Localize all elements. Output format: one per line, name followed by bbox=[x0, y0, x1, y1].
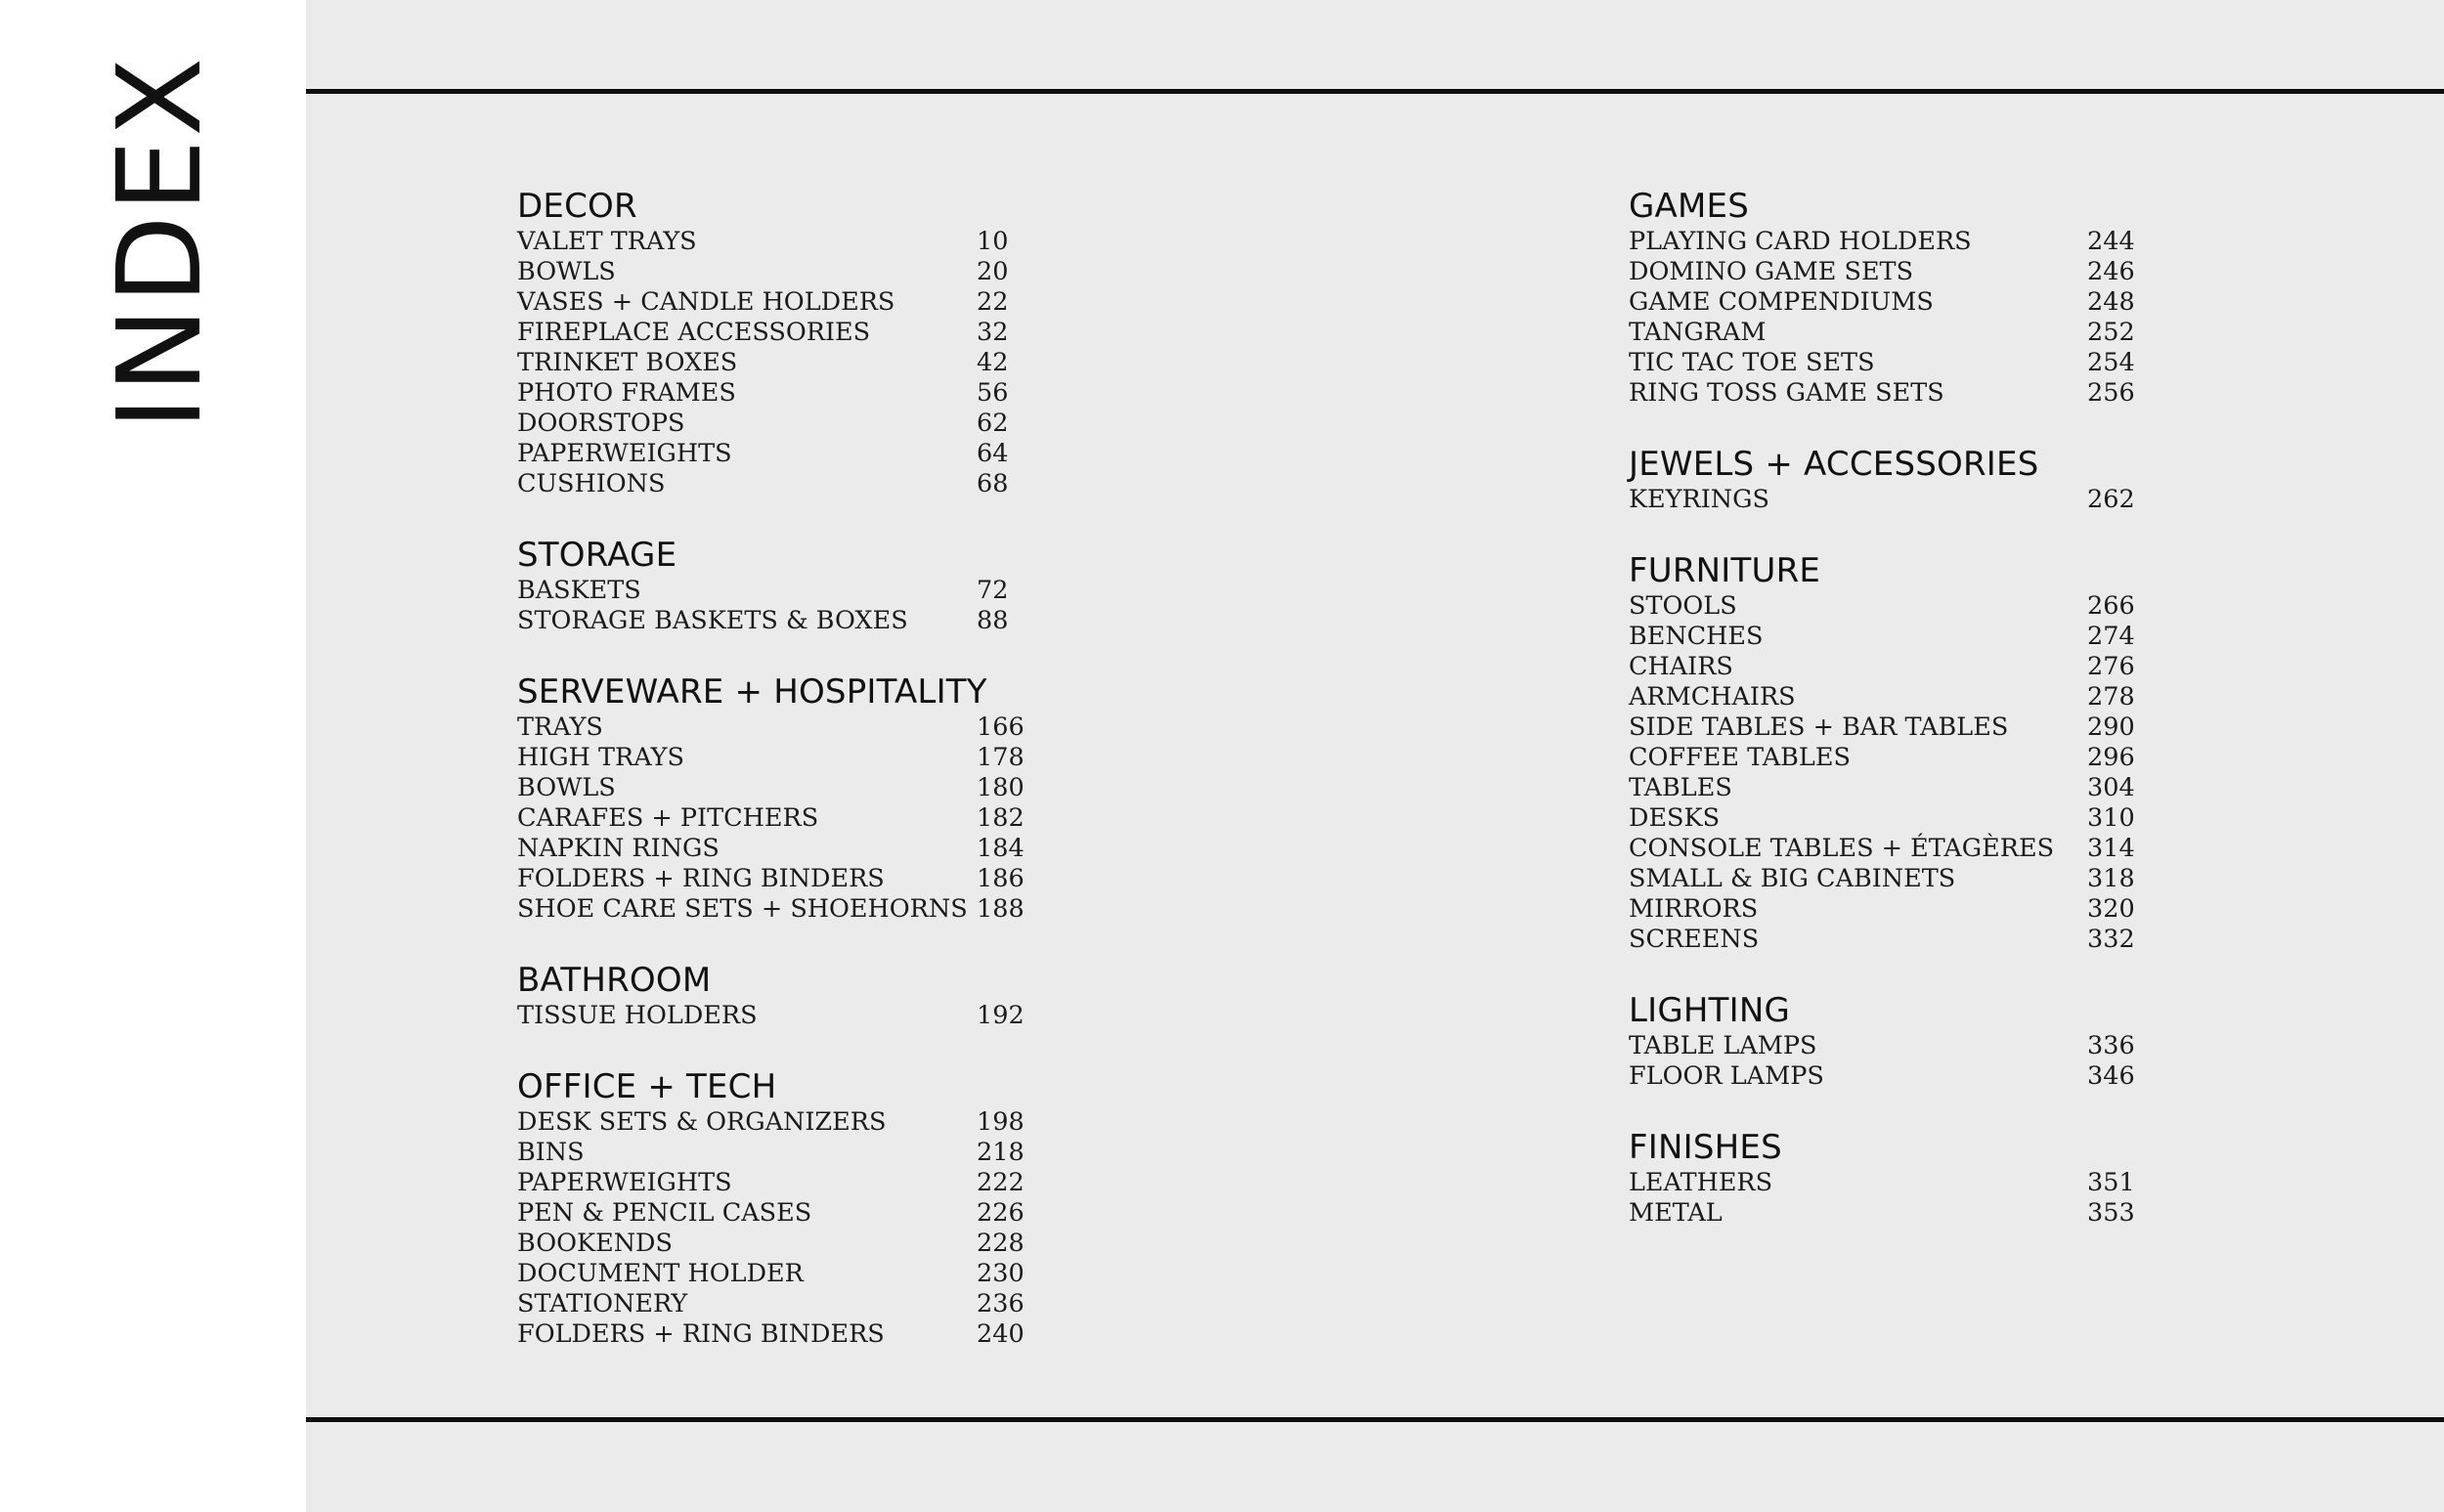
entry-page-number: 346 bbox=[2087, 1061, 2135, 1091]
entry-page-number: 290 bbox=[2087, 713, 2135, 742]
entry-page-number: 244 bbox=[2087, 227, 2135, 256]
entry-name: FOLDERS + RING BINDERS bbox=[517, 864, 885, 893]
entry-name: STORAGE BASKETS & BOXES bbox=[517, 606, 908, 635]
entry-name: RING TOSS GAME SETS bbox=[1629, 378, 1944, 408]
entry-name: CONSOLE TABLES + ÉTAGÈRES bbox=[1629, 834, 2055, 863]
index-section bbox=[517, 535, 1009, 636]
entry-name: BOWLS bbox=[517, 257, 616, 286]
entry-name: FIREPLACE ACCESSORIES bbox=[517, 318, 871, 347]
entry-page-number: 318 bbox=[2087, 864, 2135, 893]
entry-page-number: 351 bbox=[2087, 1168, 2135, 1197]
index-entry bbox=[517, 378, 1009, 409]
entry-page-number: 72 bbox=[977, 576, 1009, 605]
section-heading: FINISHES bbox=[1629, 1128, 1782, 1167]
entry-page-number: 32 bbox=[977, 318, 1009, 347]
entry-name: MIRRORS bbox=[1629, 894, 1759, 924]
index-entry bbox=[517, 257, 1009, 287]
section-heading: DECOR bbox=[517, 187, 637, 226]
entry-name: TIC TAC TOE SETS bbox=[1629, 348, 1875, 377]
entry-page-number: 278 bbox=[2087, 682, 2135, 712]
index-entry bbox=[517, 318, 1009, 348]
entry-name: BASKETS bbox=[517, 576, 641, 605]
index-entry bbox=[517, 743, 1025, 773]
entry-name: KEYRINGS bbox=[1629, 485, 1769, 514]
index-entry bbox=[517, 864, 1025, 894]
page-title: INDEX bbox=[92, 54, 227, 431]
index-entry bbox=[1629, 652, 2135, 682]
index-column-left bbox=[517, 186, 1025, 1385]
entry-name: PEN & PENCIL CASES bbox=[517, 1198, 812, 1228]
entry-name: TABLES bbox=[1629, 773, 1732, 802]
index-entry bbox=[1629, 1061, 2135, 1092]
entry-name: HIGH TRAYS bbox=[517, 743, 684, 772]
index-entry bbox=[1629, 1168, 2135, 1198]
entry-page-number: 353 bbox=[2087, 1198, 2135, 1228]
entry-page-number: 256 bbox=[2087, 378, 2135, 408]
entry-name: SCREENS bbox=[1629, 925, 1760, 954]
entry-page-number: 314 bbox=[2087, 834, 2135, 863]
entry-name: TRAYS bbox=[517, 713, 603, 742]
entry-page-number: 252 bbox=[2087, 318, 2135, 347]
top-rule bbox=[306, 89, 2444, 94]
bottom-rule bbox=[306, 1417, 2444, 1422]
entry-name: CHAIRS bbox=[1629, 652, 1733, 681]
entry-page-number: 22 bbox=[977, 287, 1009, 317]
entry-name: PHOTO FRAMES bbox=[517, 378, 736, 408]
index-entry bbox=[517, 1168, 1025, 1198]
entry-name: DOCUMENT HOLDER bbox=[517, 1259, 804, 1288]
entry-name: BOWLS bbox=[517, 773, 616, 802]
index-entry bbox=[517, 1138, 1025, 1168]
entry-name: DOORSTOPS bbox=[517, 409, 685, 438]
entry-name: PAPERWEIGHTS bbox=[517, 1168, 732, 1197]
entry-page-number: 320 bbox=[2087, 894, 2135, 924]
index-entry bbox=[1629, 485, 2135, 515]
index-entry bbox=[517, 773, 1025, 803]
entry-page-number: 166 bbox=[977, 713, 1025, 742]
section-heading: FURNITURE bbox=[1629, 551, 1821, 590]
index-section bbox=[1629, 990, 2135, 1092]
index-section bbox=[517, 960, 1025, 1031]
entry-page-number: 276 bbox=[2087, 652, 2135, 681]
section-heading: JEWELS + ACCESSORIES bbox=[1629, 445, 2039, 484]
index-entry bbox=[517, 606, 1009, 636]
index-entry bbox=[517, 287, 1009, 318]
entry-name: FLOOR LAMPS bbox=[1629, 1061, 1824, 1091]
entry-page-number: 188 bbox=[977, 894, 1025, 924]
entry-page-number: 262 bbox=[2087, 485, 2135, 514]
index-entry bbox=[517, 227, 1009, 257]
entry-name: VASES + CANDLE HOLDERS bbox=[517, 287, 895, 317]
entry-name: TRINKET BOXES bbox=[517, 348, 738, 377]
entry-name: CUSHIONS bbox=[517, 469, 666, 498]
section-heading: LIGHTING bbox=[1629, 991, 1791, 1030]
entry-page-number: 304 bbox=[2087, 773, 2135, 802]
entry-page-number: 88 bbox=[977, 606, 1009, 635]
index-entry bbox=[517, 1319, 1025, 1350]
entry-name: GAME COMPENDIUMS bbox=[1629, 287, 1934, 317]
index-section bbox=[1629, 186, 2135, 409]
entry-page-number: 20 bbox=[977, 257, 1009, 286]
entry-page-number: 184 bbox=[977, 834, 1025, 863]
entry-page-number: 246 bbox=[2087, 257, 2135, 286]
index-entry bbox=[1629, 894, 2135, 925]
entry-page-number: 296 bbox=[2087, 743, 2135, 772]
entry-page-number: 178 bbox=[977, 743, 1025, 772]
index-entry bbox=[1629, 1031, 2135, 1061]
index-entry bbox=[517, 1001, 1025, 1031]
index-entry bbox=[517, 576, 1009, 606]
entry-name: ARMCHAIRS bbox=[1629, 682, 1796, 712]
index-entry bbox=[517, 894, 1025, 925]
entry-name: COFFEE TABLES bbox=[1629, 743, 1851, 772]
index-entry bbox=[1629, 1198, 2135, 1229]
index-entry bbox=[1629, 925, 2135, 955]
entry-name: SHOE CARE SETS + SHOEHORNS bbox=[517, 894, 968, 924]
entry-name: SMALL & BIG CABINETS bbox=[1629, 864, 1956, 893]
index-entry bbox=[517, 834, 1025, 864]
entry-page-number: 336 bbox=[2087, 1031, 2135, 1060]
entry-page-number: 180 bbox=[977, 773, 1025, 802]
entry-name: SIDE TABLES + BAR TABLES bbox=[1629, 713, 2009, 742]
entry-page-number: 310 bbox=[2087, 803, 2135, 833]
entry-name: BINS bbox=[517, 1138, 585, 1167]
entry-page-number: 218 bbox=[977, 1138, 1025, 1167]
index-entry bbox=[1629, 803, 2135, 834]
index-entry bbox=[517, 348, 1009, 378]
index-entry bbox=[517, 1198, 1025, 1229]
index-entry bbox=[1629, 864, 2135, 894]
entry-page-number: 228 bbox=[977, 1229, 1025, 1258]
section-heading: GAMES bbox=[1629, 187, 1750, 226]
entry-name: VALET TRAYS bbox=[517, 227, 697, 256]
index-entry bbox=[1629, 348, 2135, 378]
entry-name: DESK SETS & ORGANIZERS bbox=[517, 1107, 887, 1137]
index-entry bbox=[517, 469, 1009, 499]
entry-name: FOLDERS + RING BINDERS bbox=[517, 1319, 885, 1349]
index-entry bbox=[1629, 257, 2135, 287]
entry-name: NAPKIN RINGS bbox=[517, 834, 720, 863]
entry-name: PLAYING CARD HOLDERS bbox=[1629, 227, 1972, 256]
entry-name: STATIONERY bbox=[517, 1289, 688, 1318]
entry-name: DESKS bbox=[1629, 803, 1721, 833]
entry-page-number: 186 bbox=[977, 864, 1025, 893]
index-entry bbox=[1629, 622, 2135, 652]
entry-page-number: 62 bbox=[977, 409, 1009, 438]
entry-name: TISSUE HOLDERS bbox=[517, 1001, 758, 1030]
entry-page-number: 236 bbox=[977, 1289, 1025, 1318]
entry-page-number: 332 bbox=[2087, 925, 2135, 954]
entry-page-number: 230 bbox=[977, 1259, 1025, 1288]
index-section bbox=[517, 1066, 1025, 1350]
entry-page-number: 240 bbox=[977, 1319, 1025, 1349]
entry-page-number: 10 bbox=[977, 227, 1009, 256]
index-entry bbox=[1629, 378, 2135, 409]
index-entry bbox=[1629, 834, 2135, 864]
index-section bbox=[1629, 550, 2135, 955]
entry-page-number: 254 bbox=[2087, 348, 2135, 377]
entry-name: LEATHERS bbox=[1629, 1168, 1773, 1197]
index-section bbox=[1629, 1127, 2135, 1229]
entry-name: CARAFES + PITCHERS bbox=[517, 803, 819, 833]
index-column-right bbox=[1629, 186, 2135, 1264]
index-section bbox=[1629, 444, 2135, 515]
entry-name: TABLE LAMPS bbox=[1629, 1031, 1817, 1060]
index-entry bbox=[517, 1107, 1025, 1138]
entry-name: TANGRAM bbox=[1629, 318, 1767, 347]
index-entry bbox=[517, 803, 1025, 834]
index-entry bbox=[517, 409, 1009, 439]
section-heading: OFFICE + TECH bbox=[517, 1067, 777, 1106]
index-entry bbox=[1629, 287, 2135, 318]
index-entry bbox=[1629, 591, 2135, 622]
entry-name: BENCHES bbox=[1629, 622, 1764, 651]
entry-page-number: 222 bbox=[977, 1168, 1025, 1197]
entry-name: BOOKENDS bbox=[517, 1229, 673, 1258]
index-entry bbox=[517, 1229, 1025, 1259]
index-entry bbox=[1629, 318, 2135, 348]
entry-name: METAL bbox=[1629, 1198, 1723, 1228]
entry-page-number: 182 bbox=[977, 803, 1025, 833]
index-entry bbox=[1629, 773, 2135, 803]
section-heading: STORAGE bbox=[517, 536, 677, 575]
section-heading: SERVEWARE + HOSPITALITY bbox=[517, 672, 987, 712]
entry-page-number: 226 bbox=[977, 1198, 1025, 1228]
entry-page-number: 266 bbox=[2087, 591, 2135, 621]
entry-name: PAPERWEIGHTS bbox=[517, 439, 732, 468]
index-section bbox=[517, 186, 1009, 499]
entry-page-number: 192 bbox=[977, 1001, 1025, 1030]
index-entry bbox=[517, 1289, 1025, 1319]
index-entry bbox=[1629, 713, 2135, 743]
entry-page-number: 274 bbox=[2087, 622, 2135, 651]
title-band bbox=[0, 0, 306, 1512]
entry-page-number: 42 bbox=[977, 348, 1009, 377]
index-entry bbox=[517, 439, 1009, 469]
index-entry bbox=[517, 1259, 1025, 1289]
entry-name: STOOLS bbox=[1629, 591, 1737, 621]
entry-page-number: 248 bbox=[2087, 287, 2135, 317]
entry-page-number: 64 bbox=[977, 439, 1009, 468]
index-section bbox=[517, 671, 1025, 925]
entry-page-number: 198 bbox=[977, 1107, 1025, 1137]
entry-page-number: 68 bbox=[977, 469, 1009, 498]
index-entry bbox=[1629, 743, 2135, 773]
index-entry bbox=[1629, 227, 2135, 257]
entry-name: DOMINO GAME SETS bbox=[1629, 257, 1914, 286]
section-heading: BATHROOM bbox=[517, 961, 712, 1000]
entry-page-number: 56 bbox=[977, 378, 1009, 408]
index-entry bbox=[1629, 682, 2135, 713]
index-entry bbox=[517, 713, 1025, 743]
